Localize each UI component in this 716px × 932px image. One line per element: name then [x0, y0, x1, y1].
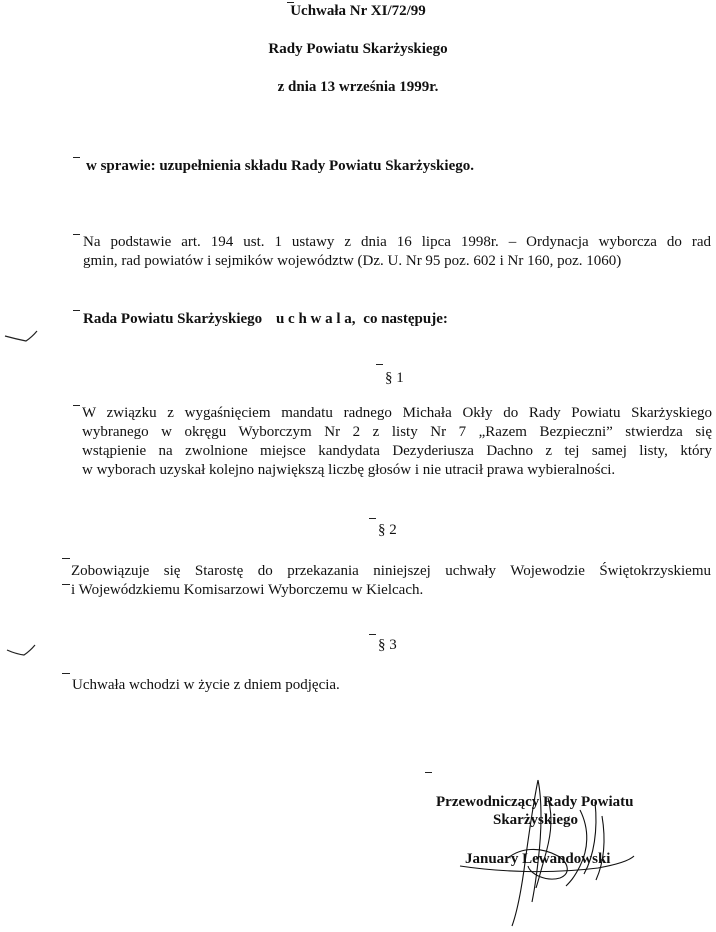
scan-mark — [73, 234, 80, 235]
subject-line: w sprawie: uzupełnienia składu Rady Powiatu Skarżyskiego. — [86, 158, 474, 174]
signatory-name: January Lewandowski — [465, 851, 611, 867]
scan-mark — [62, 673, 70, 674]
signatory-role-line-2: Skarżyskiego — [493, 812, 579, 828]
document-title: Uchwała Nr XI/72/99 — [290, 3, 426, 19]
document-date: z dnia 13 września 1999r. — [277, 79, 439, 95]
margin-check-mark — [6, 640, 36, 660]
section-1-text — [82, 404, 712, 480]
legal-basis-line-2: gmin, rad powiatów i sejmików województw (Dz. U. Nr 95 poz. 602 i Nr 160, poz. 1060) — [83, 253, 622, 269]
section-3-text: Uchwała wchodzi w życie z dniem podjęcia. — [72, 677, 340, 693]
section-1-line-3: wstąpienie na zwolnione miejsce kandydata Dezyderiusza Dachno z tej samej listy, który — [82, 443, 712, 459]
resolution-intro — [83, 311, 448, 328]
resolution-verb: u c h w a l a, — [275, 311, 356, 327]
section-1-line-4: w wyborach uzyskał kolejno największą liczbę głosów i nie utracił prawa wybieralności. — [82, 462, 616, 478]
document-organ: Rady Powiatu Skarżyskiego — [268, 41, 448, 57]
scan-mark — [62, 558, 70, 559]
section-3-mark: § 3 — [378, 637, 397, 653]
section-1-mark: § 1 — [385, 370, 404, 386]
signatory-role-line-1: Przewodniczący Rady Powiatu — [436, 794, 634, 810]
section-2-text — [71, 562, 711, 600]
handwritten-signature — [420, 770, 716, 932]
scan-mark — [287, 2, 294, 3]
scan-mark — [73, 310, 80, 311]
legal-basis — [83, 233, 711, 271]
margin-check-mark — [4, 325, 38, 345]
section-1-line-2: wybranego w okręgu Wyborczym Nr 2 z listy Nr 7 „Razem Bezpieczni” stwierdza się — [82, 424, 712, 440]
scan-mark — [376, 364, 383, 365]
scan-mark — [369, 518, 376, 519]
section-2-line-2: i Wojewódzkiemu Komisarzowi Wyborczemu w Kielcach. — [71, 582, 424, 598]
legal-basis-line-1: Na podstawie art. 194 ust. 1 ustawy z dnia 16 lipca 1998r. – Ordynacja wyborcza do rad — [83, 234, 711, 250]
resolution-rest: co następuje: — [363, 311, 448, 327]
scan-mark — [62, 584, 70, 585]
resolution-organ: Rada Powiatu Skarżyskiego — [83, 311, 263, 327]
scan-mark — [73, 405, 80, 406]
section-2-line-1: Zobowiązuje się Starostę do przekazania niniejszej uchwały Wojewodzie Świętokrzyskiemu — [71, 563, 711, 579]
scan-mark — [369, 634, 376, 635]
section-2-mark: § 2 — [378, 522, 397, 538]
scan-mark — [73, 157, 80, 158]
section-1-line-1: W związku z wygaśnięciem mandatu radnego Michała Okły do Rady Powiatu Skarżyskiego — [82, 405, 712, 421]
